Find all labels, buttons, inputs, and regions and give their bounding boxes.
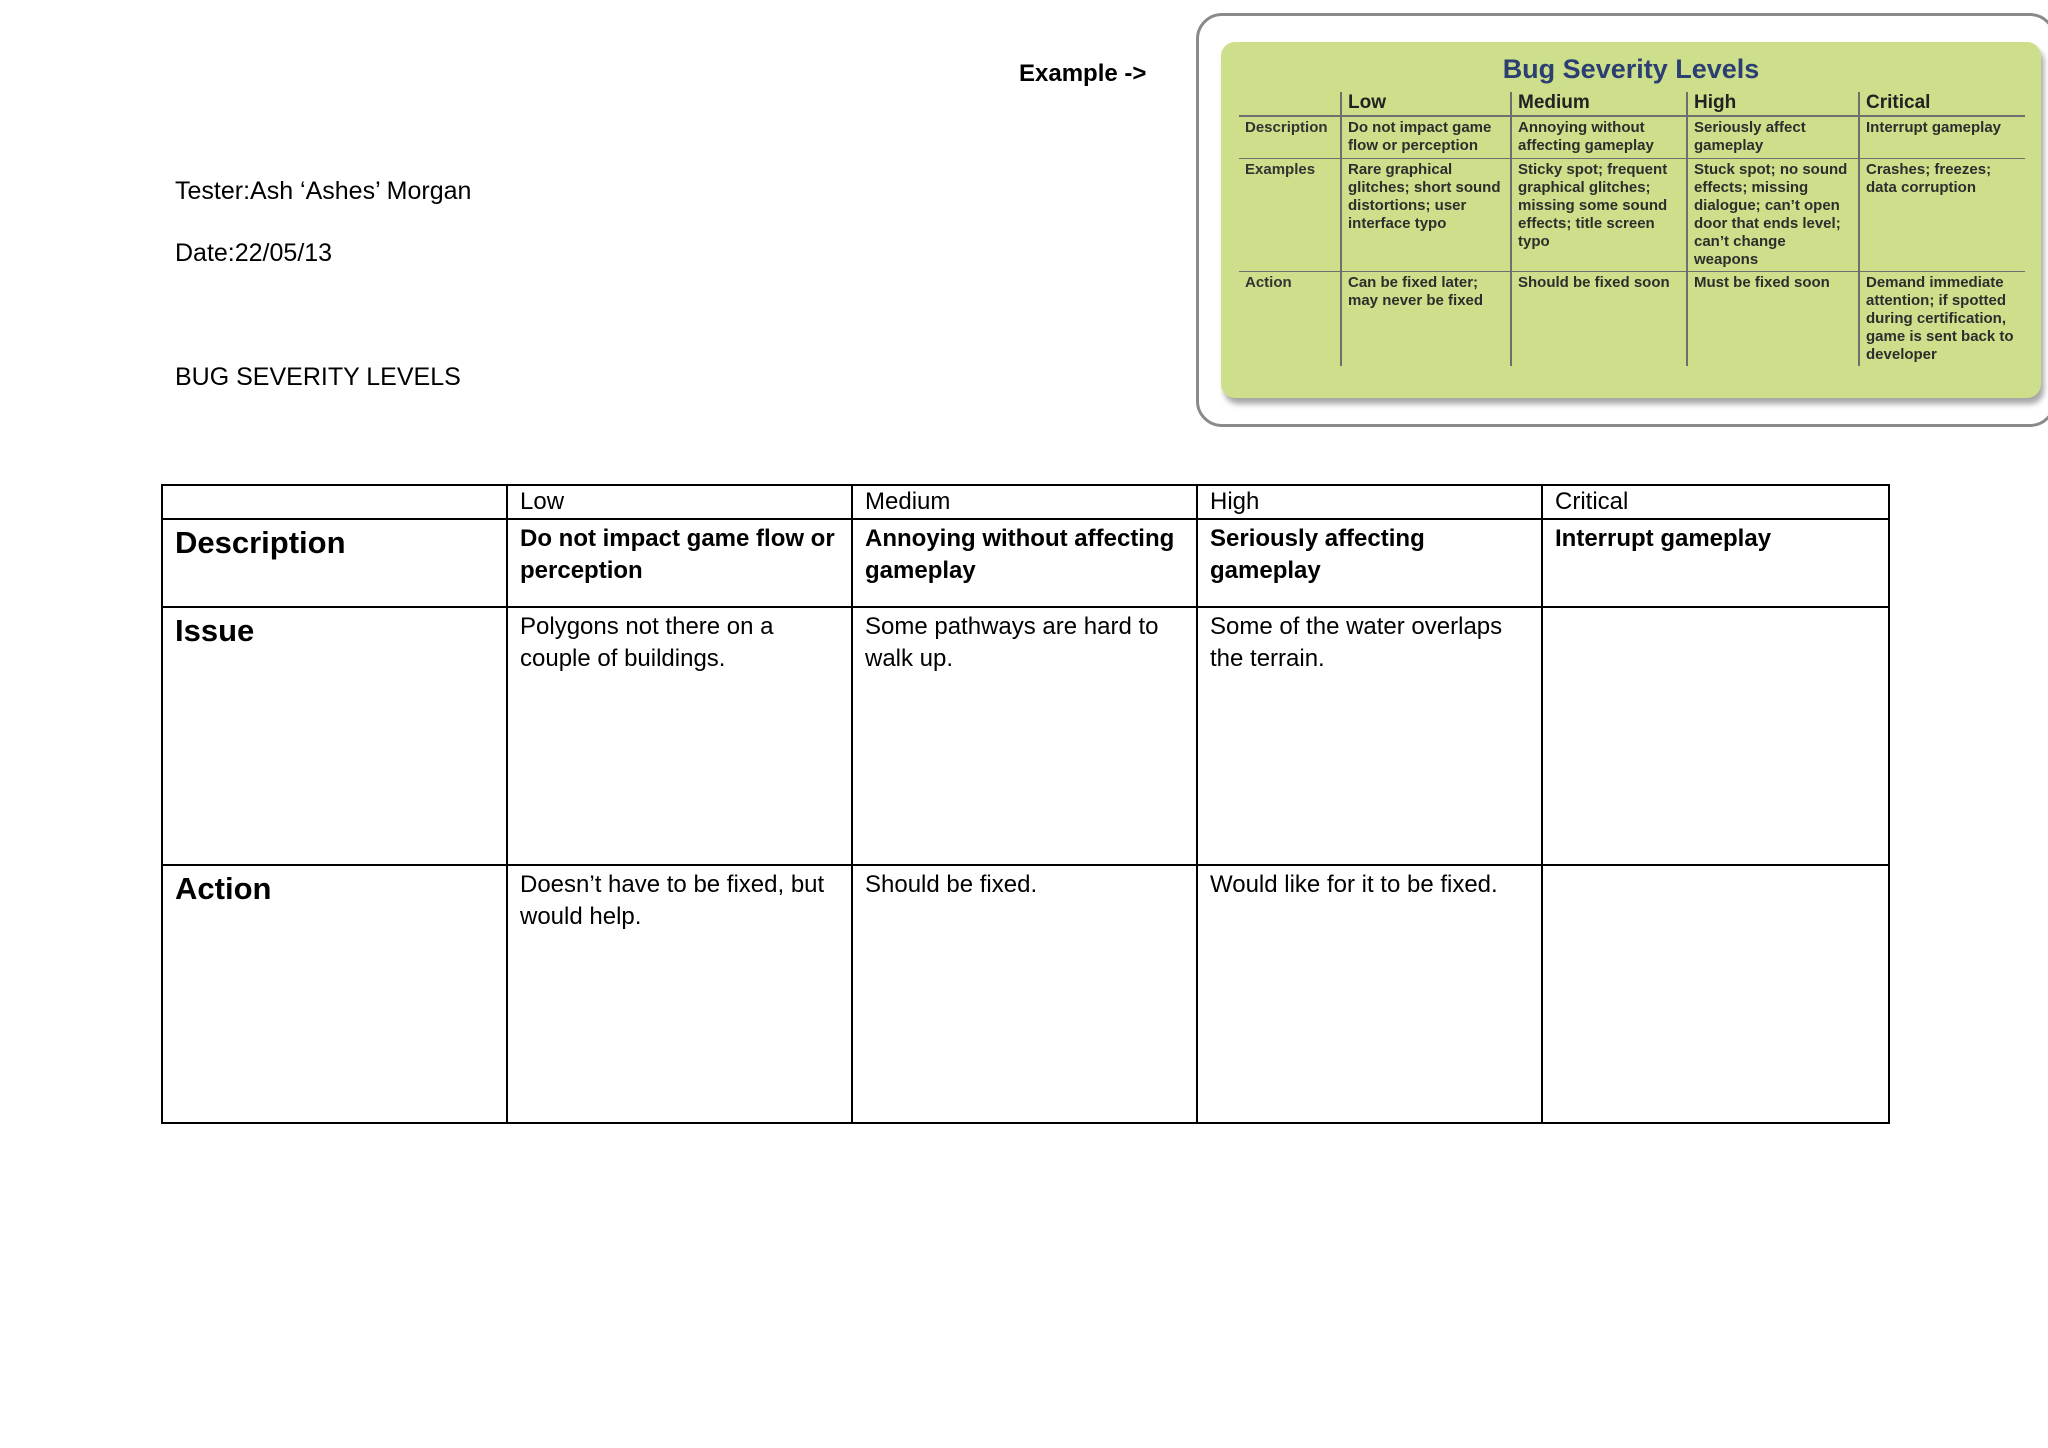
example-cell: Must be fixed soon	[1687, 271, 1859, 366]
example-cell: Do not impact game flow or perception	[1341, 116, 1511, 158]
table-cell: Interrupt gameplay	[1542, 519, 1889, 607]
table-row-action	[162, 865, 1889, 1123]
header-empty-cell	[162, 485, 507, 519]
example-header-low: Low	[1341, 92, 1511, 116]
header-low: Low	[507, 485, 852, 519]
table-cell: Should be fixed.	[852, 865, 1197, 1123]
example-row-label: Examples	[1239, 158, 1341, 271]
test-date: Date:22/05/13	[175, 239, 333, 267]
header-high: High	[1197, 485, 1542, 519]
table-header-row	[162, 485, 1889, 519]
example-header-critical: Critical	[1859, 92, 2025, 116]
example-label: Example ->	[1019, 60, 1147, 87]
row-label-description: Description	[162, 519, 507, 607]
example-cell: Sticky spot; frequent graphical glitches; missing some sound effects; title screen typo	[1511, 158, 1687, 271]
example-row-action	[1239, 271, 2025, 366]
example-card	[1196, 13, 2048, 427]
table-cell: Annoying without affecting gameplay	[852, 519, 1197, 607]
table-cell: Would like for it to be fixed.	[1197, 865, 1542, 1123]
section-title: BUG SEVERITY LEVELS	[175, 363, 461, 391]
example-cell: Demand immediate attention; if spotted during certification, game is sent back to developer	[1859, 271, 2025, 366]
example-cell: Rare graphical glitches; short sound distortions; user interface typo	[1341, 158, 1511, 271]
header-critical: Critical	[1542, 485, 1889, 519]
example-cell: Crashes; freezes; data corruption	[1859, 158, 2025, 271]
table-cell	[1542, 865, 1889, 1123]
example-header-medium: Medium	[1511, 92, 1687, 116]
example-cell: Stuck spot; no sound effects; missing dialogue; can’t open door that ends level; can’t change weapons	[1687, 158, 1859, 271]
example-cell: Can be fixed later; may never be fixed	[1341, 271, 1511, 366]
tester-name: Tester:Ash ‘Ashes’ Morgan	[175, 177, 472, 205]
row-label-action: Action	[162, 865, 507, 1123]
table-cell	[1542, 607, 1889, 865]
example-card-title: Bug Severity Levels	[1502, 54, 1760, 84]
example-cell: Should be fixed soon	[1511, 271, 1687, 366]
header-medium: Medium	[852, 485, 1197, 519]
example-row-description	[1239, 116, 2025, 158]
row-label-issue: Issue	[162, 607, 507, 865]
example-row-label: Description	[1239, 116, 1341, 158]
example-card-panel	[1221, 42, 2041, 398]
table-row-description	[162, 519, 1889, 607]
table-cell: Seriously affecting gameplay	[1197, 519, 1542, 607]
example-row-examples	[1239, 158, 2025, 271]
table-row-issue	[162, 607, 1889, 865]
table-cell: Doesn’t have to be fixed, but would help.	[507, 865, 852, 1123]
example-table	[1239, 92, 2025, 366]
example-header-row	[1239, 92, 2025, 116]
example-row-label: Action	[1245, 273, 1292, 291]
example-cell: Annoying without affecting gameplay	[1511, 116, 1687, 158]
example-cell: Interrupt gameplay	[1859, 116, 2025, 158]
example-header-high: High	[1687, 92, 1859, 116]
table-cell: Some of the water overlaps the terrain.	[1197, 607, 1542, 865]
table-cell: Some pathways are hard to walk up.	[852, 607, 1197, 865]
severity-table	[161, 484, 1890, 1124]
example-header-empty	[1239, 92, 1341, 116]
example-cell: Seriously affect gameplay	[1687, 116, 1859, 158]
table-cell: Polygons not there on a couple of buildings.	[507, 607, 852, 865]
table-cell: Do not impact game flow or perception	[507, 519, 852, 607]
